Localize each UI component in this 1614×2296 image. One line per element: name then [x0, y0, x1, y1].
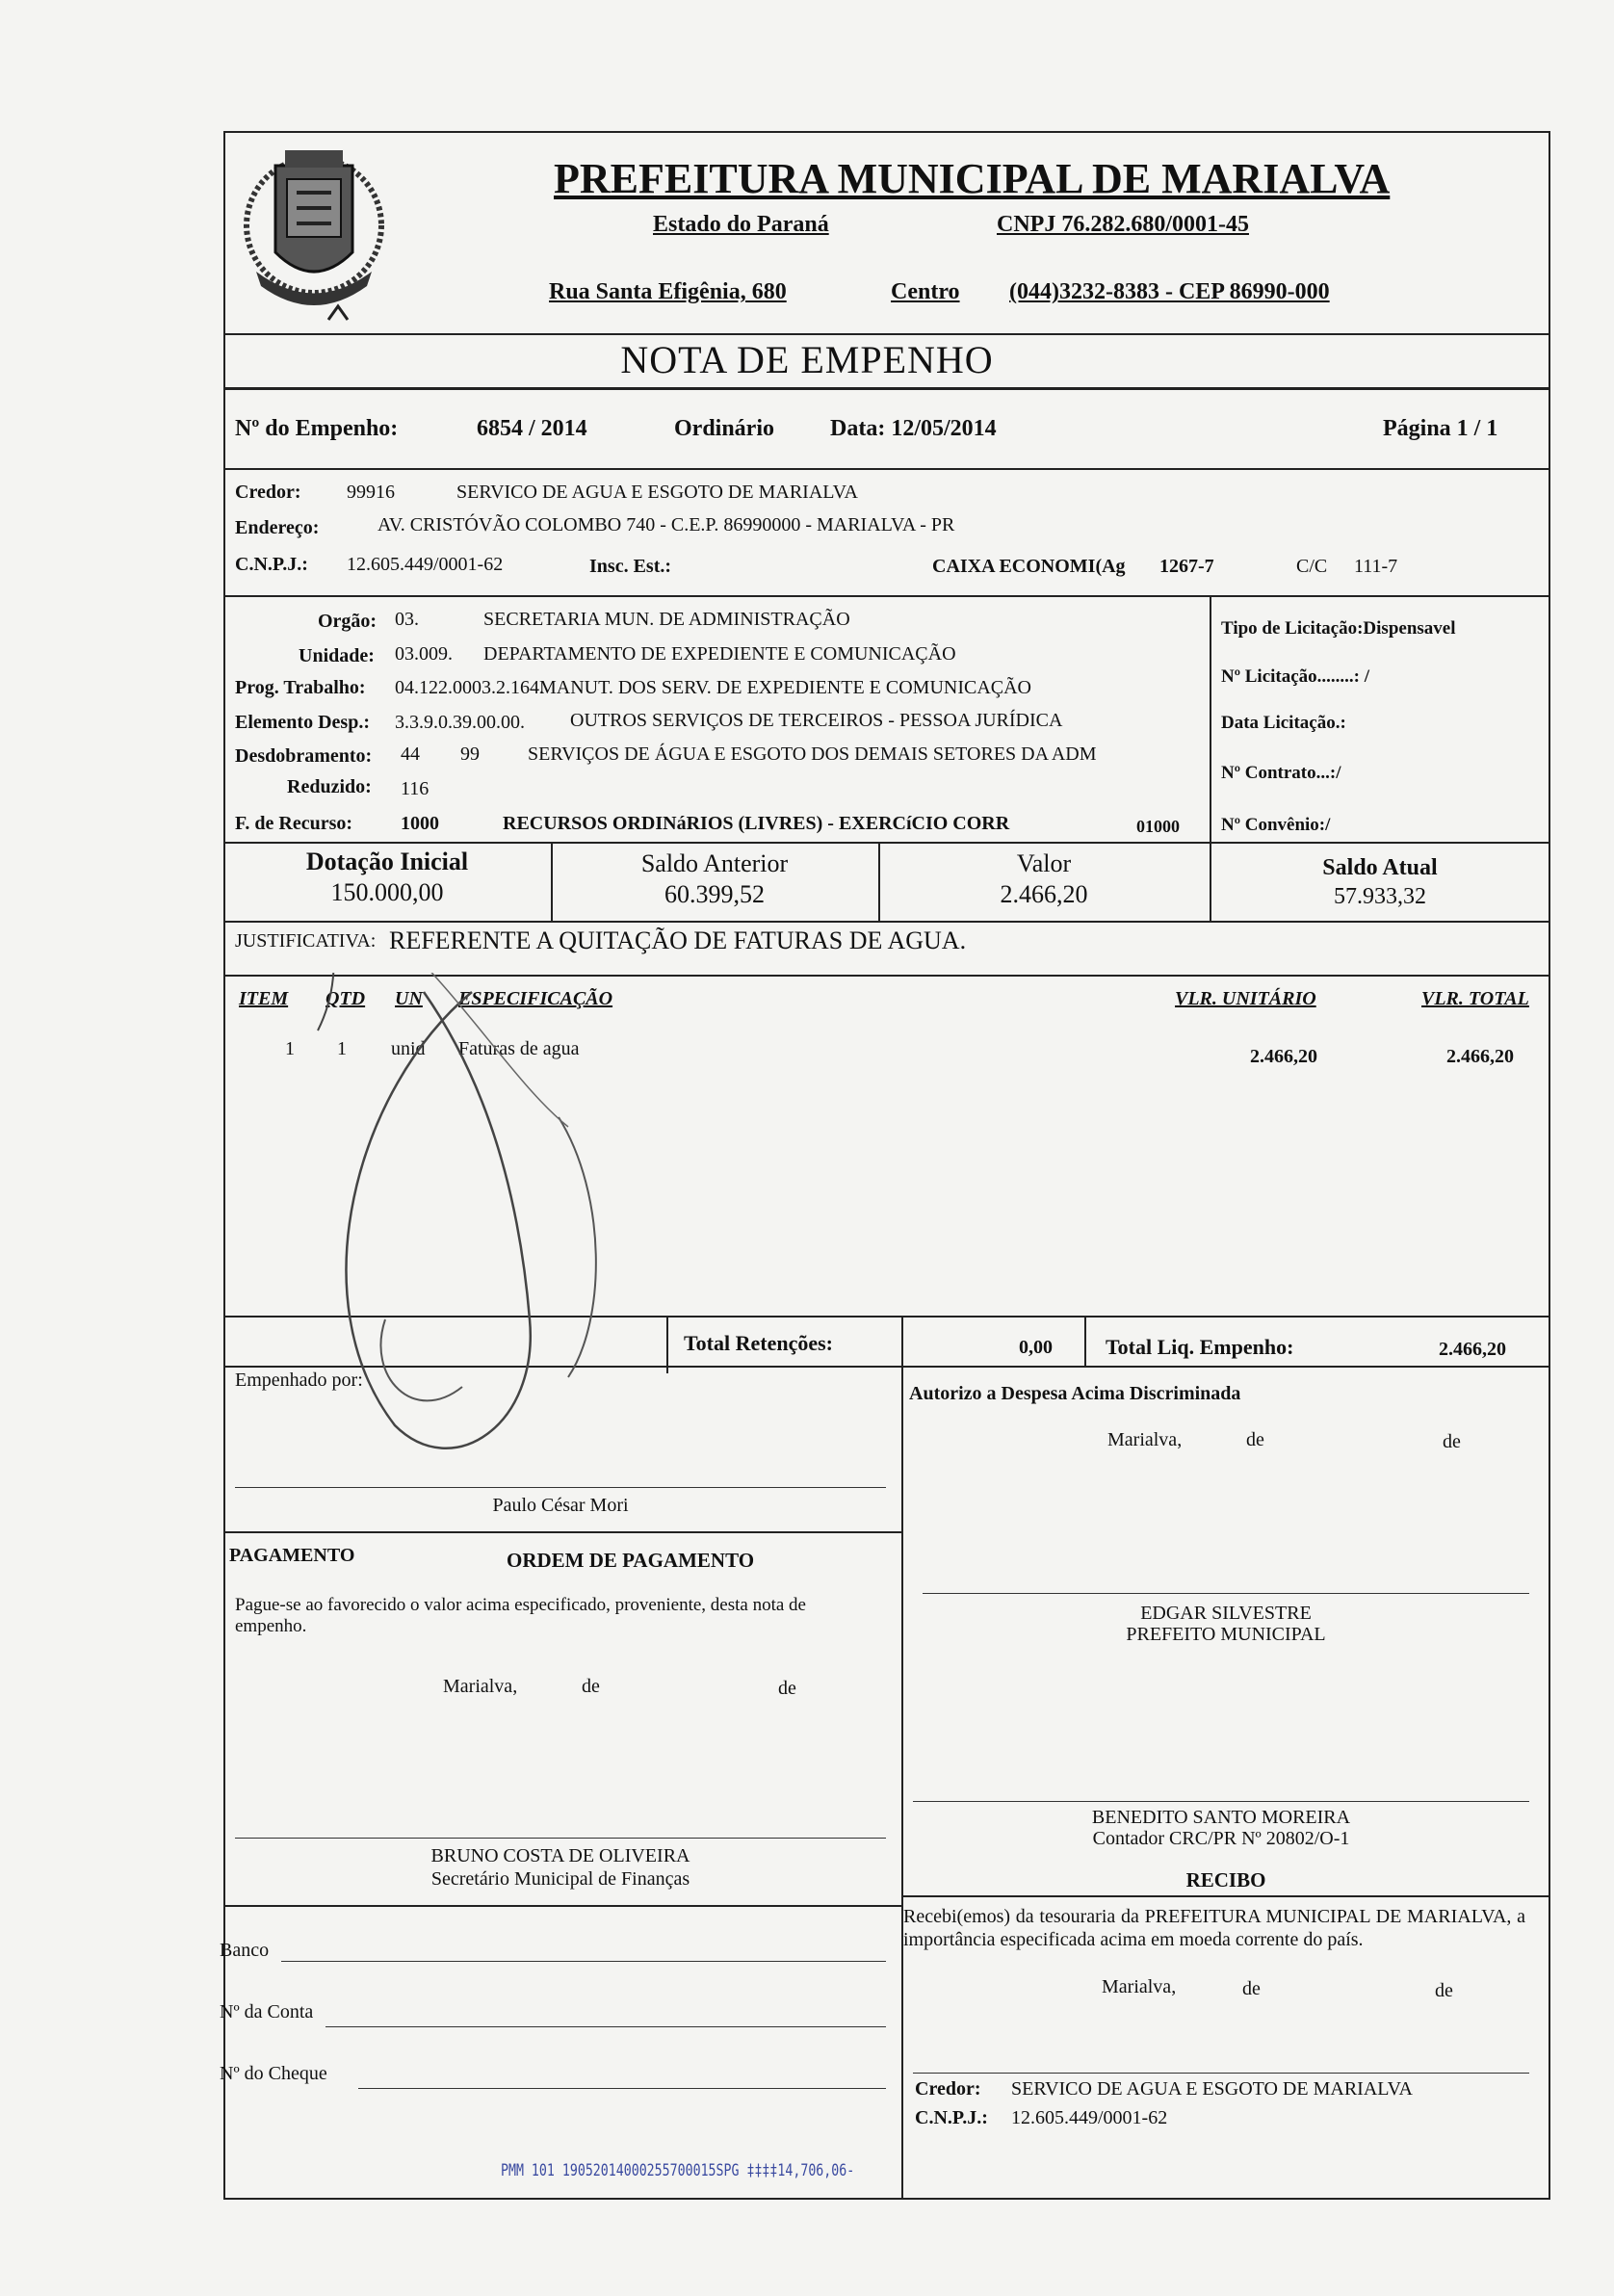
banco-label: Banco [220, 1940, 270, 1961]
divider [223, 921, 1550, 923]
recibo-label: RECIBO [1185, 1868, 1266, 1892]
prefeito-signature-line [923, 1593, 1529, 1594]
col-especificacao: ESPECIFICAÇÃO [458, 988, 613, 1009]
conta-label: Nº da Conta [220, 2001, 314, 2022]
credor-label: Credor: [235, 482, 301, 503]
credor-cc: 111-7 [1354, 556, 1398, 577]
divider [1210, 595, 1211, 842]
recurso-number: 01000 [1136, 817, 1180, 836]
empenho-number-label: Nº do Empenho: [235, 416, 399, 441]
conta-field[interactable] [325, 2026, 886, 2027]
handwritten-signature [279, 973, 684, 1474]
elemento-name: OUTROS SERVIÇOS DE TERCEIROS - PESSOA JURÍDICA [570, 710, 1063, 731]
prefeito-name: EDGAR SILVESTRE [1140, 1603, 1312, 1624]
justificativa-label: JUSTIFICATIVA: [235, 930, 377, 952]
autorizo-de2: de [1443, 1431, 1461, 1452]
divider [901, 1316, 903, 1366]
empenhado-label: Empenhado por: [235, 1370, 363, 1391]
desdob-code2: 99 [460, 744, 480, 765]
unidade-label: Unidade: [299, 645, 375, 666]
desdob-name: SERVIÇOS DE ÁGUA E ESGOTO DOS DEMAIS SETORES DA ADM [528, 744, 1097, 765]
footer-cnpj: 12.605.449/0001-62 [1011, 2107, 1168, 2128]
municipal-crest [237, 137, 391, 329]
row-unit-value: 2.466,20 [1250, 1046, 1317, 1067]
cc-label: C/C [1296, 556, 1328, 577]
unidade-code: 03.009. [395, 643, 453, 665]
recibo-de2: de [1435, 1980, 1453, 2001]
page-number: Página 1 / 1 [1383, 416, 1498, 441]
doc-title: NOTA DE EMPENHO [620, 338, 994, 381]
recurso-code: 1000 [401, 813, 439, 834]
row-total-value: 2.466,20 [1446, 1046, 1514, 1067]
credor-code: 99916 [347, 482, 395, 503]
divider [223, 1531, 901, 1533]
cheque-field[interactable] [358, 2088, 886, 2089]
divider [223, 595, 1550, 597]
total-liquido-label: Total Liq. Empenho: [1106, 1335, 1294, 1359]
prog-label: Prog. Trabalho: [235, 677, 366, 698]
secretario-signature-line [235, 1838, 886, 1839]
credor-name: SERVICO DE AGUA E ESGOTO DE MARIALVA [456, 482, 858, 503]
col-qtd: QTD [325, 988, 366, 1009]
reduzido-value: 116 [401, 778, 430, 799]
endereco-label: Endereço: [235, 517, 320, 538]
orgao-label: Orgão: [318, 611, 377, 632]
empenhado-signature-line [235, 1487, 886, 1488]
saldo-atual-value: 57.933,32 [1334, 884, 1426, 909]
saldo-atual-label: Saldo Atual [1322, 855, 1438, 880]
divider [901, 1366, 903, 2200]
header-district: Centro [891, 279, 960, 304]
recibo-text: Recebi(emos) da tesouraria da PREFEITURA MUNICIPAL DE MARIALVA, a importância especificada acima em moeda corrente do país. [903, 1906, 1525, 1950]
divider [223, 387, 1550, 390]
total-liquido-value: 2.466,20 [1439, 1339, 1506, 1360]
divider [223, 333, 1550, 335]
recibo-city: Marialva, [1102, 1976, 1177, 1997]
recurso-name: RECURSOS ORDINáRIOS (LIVRES) - EXERCíCIO CORR [503, 813, 1010, 834]
saldo-anterior-label: Saldo Anterior [640, 849, 789, 877]
orgao-code: 03. [395, 609, 419, 630]
divider [901, 1895, 1550, 1897]
divider [223, 842, 1550, 844]
divider [1084, 1316, 1086, 1366]
dotacao-inicial-label: Dotação Inicial [305, 848, 469, 875]
saldo-anterior-value: 60.399,52 [664, 880, 765, 908]
col-item: ITEM [239, 988, 289, 1009]
row-spec: Faturas de agua [458, 1038, 580, 1059]
col-vlr-unitario: VLR. UNITÁRIO [1175, 988, 1316, 1009]
divider [223, 1905, 901, 1907]
contador-name: BENEDITO SANTO MOREIRA [1091, 1807, 1351, 1828]
cheque-label: Nº do Cheque [220, 2063, 327, 2084]
contador-title: Contador CRC/PR Nº 20802/O-1 [1092, 1828, 1350, 1849]
prefeito-title: PREFEITO MUNICIPAL [1126, 1624, 1326, 1645]
empenhado-signer: Paulo César Mori [492, 1495, 629, 1516]
elemento-label: Elemento Desp.: [235, 712, 370, 733]
pagamento-text: Pague-se ao favorecido o valor acima especificado, proveniente, desta nota de empenho. [235, 1595, 806, 1636]
empenho-number: 6854 / 2014 [477, 416, 587, 441]
col-vlr-total: VLR. TOTAL [1421, 988, 1529, 1009]
ordem-pagamento: ORDEM DE PAGAMENTO [507, 1549, 755, 1572]
numero-convenio: Nº Convênio:/ [1221, 815, 1331, 835]
header-phone-cep: (044)3232-8383 - CEP 86990-000 [1009, 279, 1330, 304]
autorizo-text: Autorizo a Despesa Acima Discriminada [909, 1383, 1241, 1404]
desdob-label: Desdobramento: [235, 745, 373, 767]
pagamento-city: Marialva, [443, 1676, 518, 1697]
autorizo-city: Marialva, [1107, 1429, 1183, 1450]
cnpj-label: C.N.P.J.: [235, 554, 308, 575]
prog-name: MANUT. DOS SERV. DE EXPEDIENTE E COMUNICAÇÃO [539, 677, 1031, 698]
secretario-name: BRUNO COSTA DE OLIVEIRA [430, 1845, 690, 1866]
pagamento-de2: de [778, 1678, 796, 1699]
justificativa-text: REFERENTE A QUITAÇÃO DE FATURAS DE AGUA. [389, 926, 967, 954]
banco-field[interactable] [281, 1961, 886, 1962]
state-name: Estado do Paraná [653, 212, 829, 237]
credor-endereco: AV. CRISTÓVÃO COLOMBO 740 - C.E.P. 86990000 - MARIALVA - PR [377, 514, 955, 535]
bank-authentication-stamp: PMM 101 19052014000255700015SPG ‡‡‡‡14,706,06- [501, 2161, 855, 2180]
col-un: UN [395, 988, 423, 1009]
insc-label: Insc. Est.: [589, 556, 672, 577]
recibo-signature-line [913, 2073, 1529, 2074]
reduzido-label: Reduzido: [287, 776, 372, 797]
credor-agencia: 1267-7 [1159, 556, 1214, 577]
orgao-name: SECRETARIA MUN. DE ADMINISTRAÇÃO [483, 609, 850, 630]
pagamento-de1: de [582, 1676, 600, 1697]
desdob-code1: 44 [401, 744, 420, 765]
tipo-licitacao: Tipo de Licitação:Dispensavel [1221, 618, 1456, 639]
elemento-code: 3.3.9.0.39.00.00. [395, 712, 525, 733]
numero-licitacao: Nº Licitação........: / [1221, 666, 1370, 687]
contador-signature-line [913, 1801, 1529, 1802]
total-retencoes-value: 0,00 [1019, 1337, 1053, 1358]
numero-contrato: Nº Contrato...:/ [1221, 763, 1341, 783]
empenho-type: Ordinário [674, 416, 775, 441]
total-retencoes-label: Total Retenções: [684, 1331, 833, 1355]
row-un: unid [391, 1038, 426, 1059]
footer-cnpj-label: C.N.P.J.: [915, 2107, 988, 2128]
valor-value: 2.466,20 [1000, 880, 1088, 908]
valor-label: Valor [1016, 849, 1072, 877]
credor-cnpj: 12.605.449/0001-62 [347, 554, 504, 575]
dotacao-inicial-value: 150.000,00 [330, 878, 444, 906]
credor-bank: CAIXA ECONOMI(Ag [932, 556, 1126, 577]
header-address: Rua Santa Efigênia, 680 [549, 279, 787, 304]
empenho-date: Data: 12/05/2014 [830, 416, 997, 441]
header-cnpj: CNPJ 76.282.680/0001-45 [997, 212, 1249, 237]
footer-credor-name: SERVICO DE AGUA E ESGOTO DE MARIALVA [1011, 2078, 1413, 2100]
secretario-title: Secretário Municipal de Finanças [430, 1868, 690, 1890]
recibo-de1: de [1242, 1978, 1261, 1999]
prog-code: 04.122.0003.2.164. [395, 677, 544, 698]
recurso-label: F. de Recurso: [235, 813, 353, 834]
footer-credor-label: Credor: [915, 2078, 981, 2100]
unidade-name: DEPARTAMENTO DE EXPEDIENTE E COMUNICAÇÃO [483, 643, 956, 665]
data-licitacao: Data Licitação.: [1221, 713, 1346, 733]
autorizo-de1: de [1246, 1429, 1264, 1450]
pagamento-label: PAGAMENTO [229, 1545, 355, 1566]
row-item: 1 [285, 1038, 295, 1059]
divider [223, 468, 1550, 470]
page-title: PREFEITURA MUNICIPAL DE MARIALVA [554, 155, 1391, 202]
row-qtd: 1 [337, 1038, 347, 1059]
